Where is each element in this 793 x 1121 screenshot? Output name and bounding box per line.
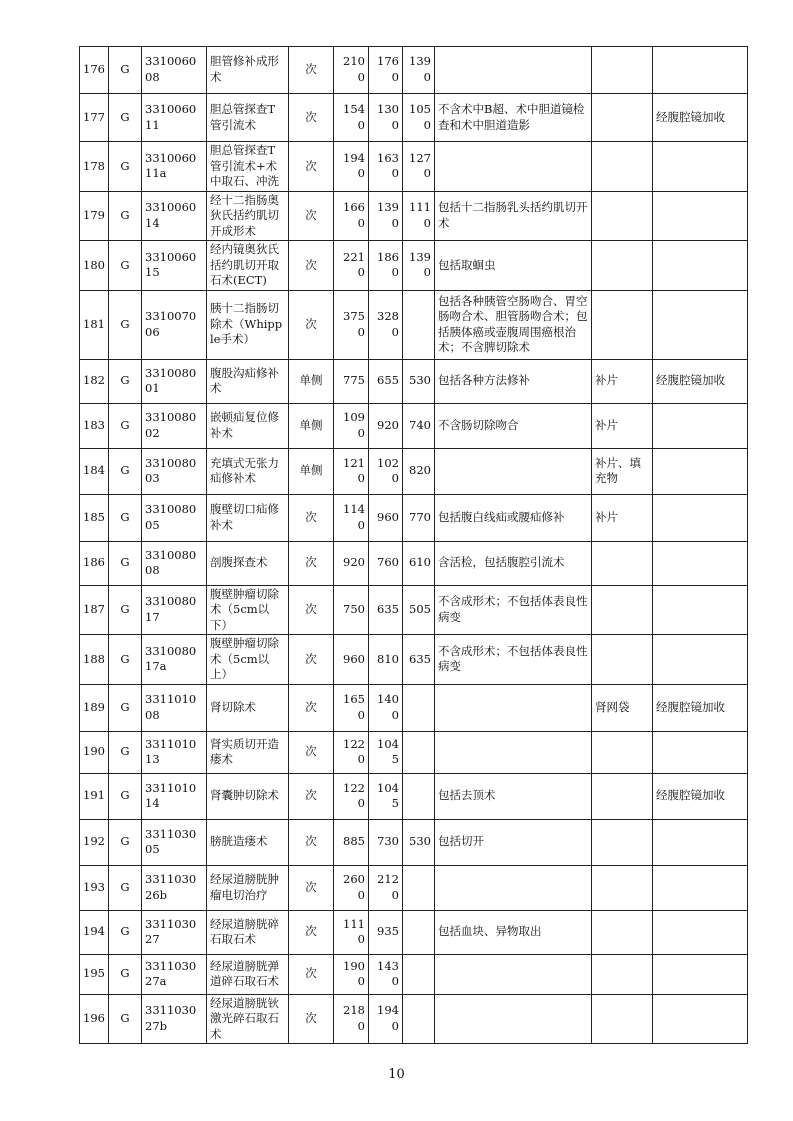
page-number: 10	[388, 1067, 405, 1082]
category-cell: G	[109, 585, 142, 635]
price-level-2: 1390	[369, 191, 403, 241]
item-code: 331103027a	[142, 954, 207, 994]
table-row	[80, 684, 748, 731]
row-number: 178	[80, 142, 109, 192]
price-level-3: 740	[403, 403, 435, 448]
unit-cell: 次	[289, 191, 334, 241]
price-level-3: 770	[403, 494, 435, 541]
category-cell: G	[109, 191, 142, 241]
row-number: 182	[80, 359, 109, 403]
item-code: 331101014	[142, 773, 207, 819]
row-number: 196	[80, 994, 109, 1044]
unit-cell: 次	[289, 94, 334, 142]
item-code: 331008017	[142, 585, 207, 635]
row-number: 194	[80, 910, 109, 954]
item-name: 经内镜奥狄氏括约肌切开取石术(ECT)	[207, 241, 289, 291]
category-cell: G	[109, 241, 142, 291]
item-name: 胆管修补成形术	[207, 47, 289, 94]
item-description: 包括去顶术	[435, 773, 592, 819]
remarks-cell	[653, 819, 748, 865]
excluded-materials	[592, 585, 653, 635]
excluded-materials	[592, 541, 653, 585]
excluded-materials	[592, 47, 653, 94]
item-name: 肾实质切开造瘘术	[207, 731, 289, 773]
item-description	[435, 954, 592, 994]
item-code: 331101008	[142, 684, 207, 731]
item-code: 331006011	[142, 94, 207, 142]
price-level-3: 610	[403, 541, 435, 585]
price-level-2: 1400	[369, 684, 403, 731]
unit-cell: 次	[289, 47, 334, 94]
price-level-2: 760	[369, 541, 403, 585]
table-row	[80, 142, 748, 192]
item-description: 包括取蛔虫	[435, 241, 592, 291]
unit-cell: 次	[289, 684, 334, 731]
unit-cell: 次	[289, 541, 334, 585]
price-level-3	[403, 910, 435, 954]
table-row	[80, 359, 748, 403]
remarks-cell	[653, 635, 748, 685]
price-level-1: 3750	[334, 290, 369, 359]
item-description: 不含成形术；不包括体表良性病变	[435, 585, 592, 635]
price-level-1: 2210	[334, 241, 369, 291]
price-level-2: 1020	[369, 448, 403, 494]
price-level-2: 810	[369, 635, 403, 685]
table-row	[80, 731, 748, 773]
item-code: 331103005	[142, 819, 207, 865]
item-description	[435, 142, 592, 192]
table-row	[80, 241, 748, 291]
unit-cell: 次	[289, 819, 334, 865]
item-description	[435, 448, 592, 494]
item-code: 331101013	[142, 731, 207, 773]
category-cell: G	[109, 954, 142, 994]
remarks-cell	[653, 994, 748, 1044]
item-description	[435, 47, 592, 94]
category-cell: G	[109, 910, 142, 954]
item-description: 含活检，包括腹腔引流术	[435, 541, 592, 585]
price-level-3: 530	[403, 819, 435, 865]
unit-cell: 次	[289, 142, 334, 192]
excluded-materials	[592, 773, 653, 819]
price-level-3	[403, 773, 435, 819]
price-level-3: 1390	[403, 241, 435, 291]
item-description: 不含成形术；不包括体表良性病变	[435, 635, 592, 685]
item-code: 331008001	[142, 359, 207, 403]
remarks-cell	[653, 290, 748, 359]
excluded-materials	[592, 954, 653, 994]
category-cell: G	[109, 635, 142, 685]
item-description	[435, 731, 592, 773]
price-level-3: 505	[403, 585, 435, 635]
unit-cell: 单侧	[289, 448, 334, 494]
item-name: 充填式无张力疝修补术	[207, 448, 289, 494]
price-level-1: 1900	[334, 954, 369, 994]
item-code: 331008008	[142, 541, 207, 585]
row-number: 181	[80, 290, 109, 359]
unit-cell: 次	[289, 635, 334, 685]
item-name: 胆总管探查T管引流术	[207, 94, 289, 142]
table-row	[80, 910, 748, 954]
price-level-1: 1090	[334, 403, 369, 448]
excluded-materials: 补片	[592, 494, 653, 541]
price-level-2: 1045	[369, 773, 403, 819]
table-row	[80, 191, 748, 241]
price-level-1: 775	[334, 359, 369, 403]
item-code: 331103026b	[142, 865, 207, 910]
unit-cell: 次	[289, 865, 334, 910]
table-row	[80, 541, 748, 585]
price-level-3	[403, 684, 435, 731]
item-name: 经尿道膀胱碎石取石术	[207, 910, 289, 954]
price-level-1: 1650	[334, 684, 369, 731]
price-level-2: 655	[369, 359, 403, 403]
price-level-2: 1760	[369, 47, 403, 94]
price-level-2: 935	[369, 910, 403, 954]
excluded-materials: 肾网袋	[592, 684, 653, 731]
price-level-3	[403, 994, 435, 1044]
table-row	[80, 94, 748, 142]
excluded-materials	[592, 994, 653, 1044]
item-code: 331103027b	[142, 994, 207, 1044]
table-row	[80, 635, 748, 685]
price-level-1: 885	[334, 819, 369, 865]
unit-cell: 单侧	[289, 359, 334, 403]
category-cell: G	[109, 359, 142, 403]
excluded-materials: 补片、填充物	[592, 448, 653, 494]
unit-cell: 次	[289, 910, 334, 954]
excluded-materials: 补片	[592, 403, 653, 448]
item-description	[435, 865, 592, 910]
item-description: 不含术中B超、术中胆道镜检查和术中胆道造影	[435, 94, 592, 142]
row-number: 191	[80, 773, 109, 819]
row-number: 183	[80, 403, 109, 448]
remarks-cell	[653, 954, 748, 994]
table-row	[80, 448, 748, 494]
item-name: 腹股沟疝修补术	[207, 359, 289, 403]
category-cell: G	[109, 684, 142, 731]
remarks-cell: 经腹腔镜加收	[653, 94, 748, 142]
price-level-3: 1110	[403, 191, 435, 241]
item-description: 包括切开	[435, 819, 592, 865]
row-number: 176	[80, 47, 109, 94]
price-level-2: 1630	[369, 142, 403, 192]
table-row	[80, 585, 748, 635]
row-number: 179	[80, 191, 109, 241]
price-level-2: 1940	[369, 994, 403, 1044]
price-level-3: 820	[403, 448, 435, 494]
table-row	[80, 865, 748, 910]
item-code: 331007006	[142, 290, 207, 359]
remarks-cell: 经腹腔镜加收	[653, 684, 748, 731]
unit-cell: 次	[289, 954, 334, 994]
price-level-1: 2100	[334, 47, 369, 94]
price-level-2: 730	[369, 819, 403, 865]
category-cell: G	[109, 94, 142, 142]
price-level-1: 1660	[334, 191, 369, 241]
table-row	[80, 494, 748, 541]
price-level-3	[403, 290, 435, 359]
price-level-1: 1110	[334, 910, 369, 954]
price-level-1: 1540	[334, 94, 369, 142]
price-level-1: 960	[334, 635, 369, 685]
row-number: 192	[80, 819, 109, 865]
excluded-materials	[592, 731, 653, 773]
unit-cell: 次	[289, 585, 334, 635]
table-row	[80, 819, 748, 865]
price-level-2: 1430	[369, 954, 403, 994]
price-level-3: 635	[403, 635, 435, 685]
price-level-1: 1210	[334, 448, 369, 494]
excluded-materials	[592, 819, 653, 865]
row-number: 186	[80, 541, 109, 585]
price-level-1: 1140	[334, 494, 369, 541]
excluded-materials	[592, 290, 653, 359]
excluded-materials	[592, 94, 653, 142]
item-description: 包括各种胰管空肠吻合、胃空肠吻合术、胆管肠吻合术；包括胰体癌或壶腹周围癌根治术；不含脾切除术	[435, 290, 592, 359]
price-level-2: 920	[369, 403, 403, 448]
remarks-cell	[653, 448, 748, 494]
category-cell: G	[109, 403, 142, 448]
price-level-2: 960	[369, 494, 403, 541]
item-code: 331008017a	[142, 635, 207, 685]
item-name: 腹壁切口疝修补术	[207, 494, 289, 541]
price-level-1: 1940	[334, 142, 369, 192]
category-cell: G	[109, 448, 142, 494]
table-row	[80, 47, 748, 94]
item-code: 331006008	[142, 47, 207, 94]
unit-cell: 次	[289, 731, 334, 773]
row-number: 193	[80, 865, 109, 910]
category-cell: G	[109, 142, 142, 192]
category-cell: G	[109, 290, 142, 359]
remarks-cell	[653, 403, 748, 448]
item-code: 331006011a	[142, 142, 207, 192]
row-number: 185	[80, 494, 109, 541]
price-level-1: 920	[334, 541, 369, 585]
item-code: 331006015	[142, 241, 207, 291]
price-level-2: 1300	[369, 94, 403, 142]
item-name: 经尿道膀胱肿瘤电切治疗	[207, 865, 289, 910]
unit-cell: 次	[289, 773, 334, 819]
price-level-3: 530	[403, 359, 435, 403]
category-cell: G	[109, 731, 142, 773]
category-cell: G	[109, 865, 142, 910]
item-name: 膀胱造瘘术	[207, 819, 289, 865]
excluded-materials	[592, 635, 653, 685]
row-number: 188	[80, 635, 109, 685]
item-name: 胰十二指肠切除术（Whipple手术）	[207, 290, 289, 359]
table-row	[80, 403, 748, 448]
row-number: 195	[80, 954, 109, 994]
item-name: 胆总管探查T管引流术+术中取石、冲洗	[207, 142, 289, 192]
row-number: 189	[80, 684, 109, 731]
item-code: 331103027	[142, 910, 207, 954]
excluded-materials	[592, 142, 653, 192]
table-row	[80, 773, 748, 819]
category-cell: G	[109, 47, 142, 94]
row-number: 184	[80, 448, 109, 494]
category-cell: G	[109, 773, 142, 819]
item-name: 嵌顿疝复位修补术	[207, 403, 289, 448]
excluded-materials	[592, 241, 653, 291]
price-level-2: 2120	[369, 865, 403, 910]
table-row	[80, 290, 748, 359]
category-cell: G	[109, 494, 142, 541]
item-name: 腹壁肿瘤切除术（5cm以下）	[207, 585, 289, 635]
item-description: 包括血块、异物取出	[435, 910, 592, 954]
price-level-1: 1220	[334, 731, 369, 773]
remarks-cell	[653, 241, 748, 291]
item-description	[435, 994, 592, 1044]
row-number: 187	[80, 585, 109, 635]
item-code: 331008003	[142, 448, 207, 494]
item-description: 包括各种方法修补	[435, 359, 592, 403]
item-name: 腹壁肿瘤切除术（5cm以上）	[207, 635, 289, 685]
remarks-cell: 经腹腔镜加收	[653, 359, 748, 403]
item-code: 331008005	[142, 494, 207, 541]
excluded-materials	[592, 865, 653, 910]
item-name: 肾切除术	[207, 684, 289, 731]
item-name: 肾囊肿切除术	[207, 773, 289, 819]
price-level-1: 750	[334, 585, 369, 635]
price-level-3: 1050	[403, 94, 435, 142]
unit-cell: 单侧	[289, 403, 334, 448]
price-level-3: 1390	[403, 47, 435, 94]
price-level-2: 3280	[369, 290, 403, 359]
item-description	[435, 684, 592, 731]
remarks-cell	[653, 731, 748, 773]
remarks-cell	[653, 541, 748, 585]
excluded-materials: 补片	[592, 359, 653, 403]
row-number: 190	[80, 731, 109, 773]
item-description: 不含肠切除吻合	[435, 403, 592, 448]
excluded-materials	[592, 910, 653, 954]
price-level-3	[403, 954, 435, 994]
remarks-cell: 经腹腔镜加收	[653, 773, 748, 819]
category-cell: G	[109, 994, 142, 1044]
remarks-cell	[653, 191, 748, 241]
category-cell: G	[109, 541, 142, 585]
item-code: 331008002	[142, 403, 207, 448]
unit-cell: 次	[289, 494, 334, 541]
remarks-cell	[653, 142, 748, 192]
item-description: 包括腹白线疝或腰疝修补	[435, 494, 592, 541]
excluded-materials	[592, 191, 653, 241]
price-level-2: 1045	[369, 731, 403, 773]
item-name: 经尿道膀胱钬激光碎石取石术	[207, 994, 289, 1044]
price-level-3	[403, 865, 435, 910]
price-level-1: 2180	[334, 994, 369, 1044]
price-level-3	[403, 731, 435, 773]
price-level-2: 635	[369, 585, 403, 635]
item-name: 剖腹探查术	[207, 541, 289, 585]
price-level-3: 1270	[403, 142, 435, 192]
price-level-2: 1860	[369, 241, 403, 291]
row-number: 177	[80, 94, 109, 142]
unit-cell: 次	[289, 290, 334, 359]
item-code: 331006014	[142, 191, 207, 241]
remarks-cell	[653, 494, 748, 541]
item-name: 经尿道膀胱弹道碎石取石术	[207, 954, 289, 994]
item-name: 经十二指肠奥狄氏括约肌切开成形术	[207, 191, 289, 241]
table-row	[80, 954, 748, 994]
unit-cell: 次	[289, 241, 334, 291]
item-description: 包括十二指肠乳头括约肌切开术	[435, 191, 592, 241]
unit-cell: 次	[289, 994, 334, 1044]
row-number: 180	[80, 241, 109, 291]
category-cell: G	[109, 819, 142, 865]
fee-table	[79, 46, 748, 1044]
price-level-1: 2600	[334, 865, 369, 910]
remarks-cell	[653, 585, 748, 635]
remarks-cell	[653, 865, 748, 910]
price-level-1: 1220	[334, 773, 369, 819]
remarks-cell	[653, 47, 748, 94]
table-row	[80, 994, 748, 1044]
remarks-cell	[653, 910, 748, 954]
